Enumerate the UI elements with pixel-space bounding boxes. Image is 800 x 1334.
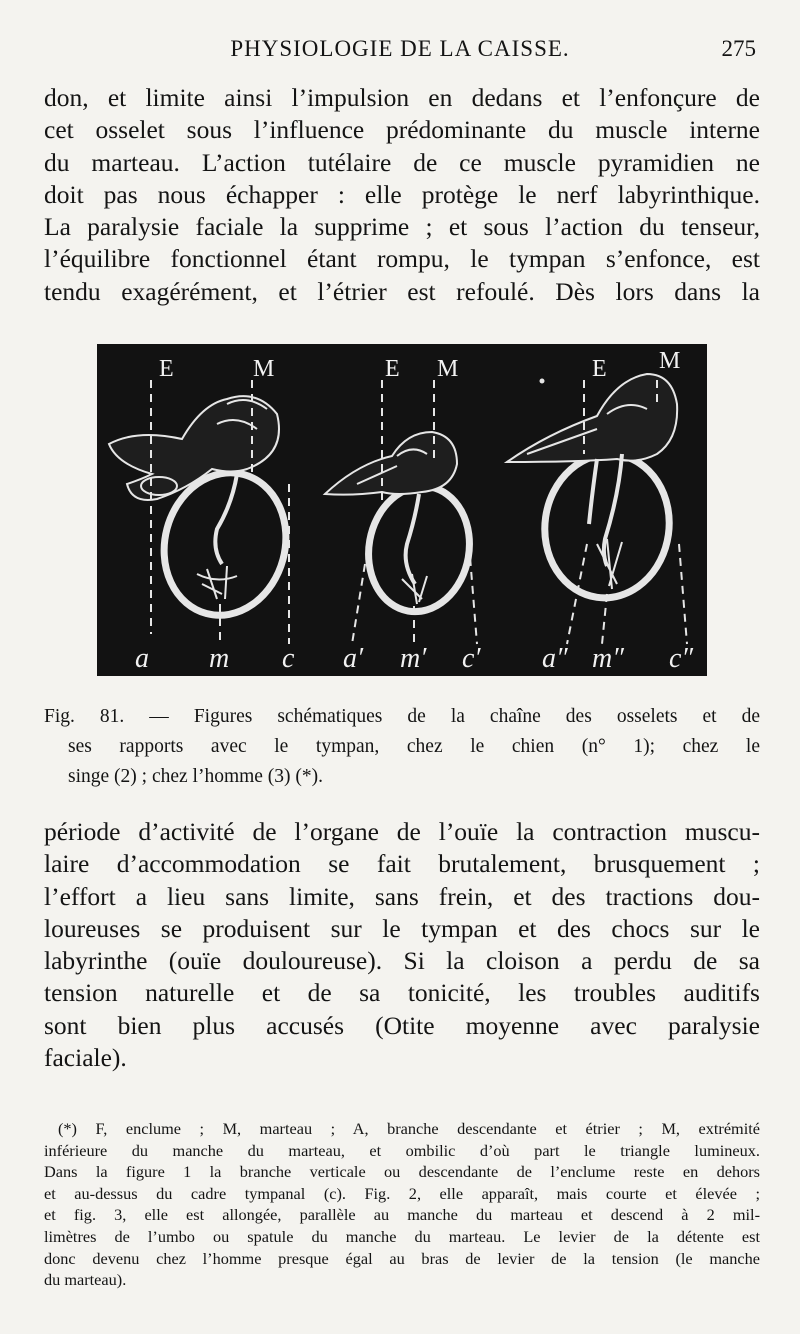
page-number: 275 (721, 36, 756, 61)
text-line: du marteau. L’action tutélaire de ce muscle pyramidien ne (44, 147, 760, 177)
figure-label-a-prime: a′ (343, 643, 364, 674)
caption-line: ses rapports avec le tympan, chez le chien (n° 1); chez le (68, 736, 760, 757)
page-header (44, 36, 756, 68)
figure-label-m2: M (437, 356, 459, 382)
figure-label-c-prime: c′ (462, 643, 481, 674)
figure-label-e1: E (159, 356, 174, 382)
text-line: laire d’accommodation se fait brutalement, brusquement ; (44, 849, 760, 879)
text-line: cet osselet sous l’influence prédominante du muscle interne (44, 115, 760, 145)
footnote (44, 1118, 760, 1291)
running-title: PHYSIOLOGIE DE LA CAISSE. (230, 36, 570, 61)
footnote-line: Dans la figure 1 la branche verticale ou descendante de l’enclume reste en dehors (44, 1162, 760, 1182)
footnote-line: inférieure du manche du marteau, et ombilic d’où part le triangle lumineux. (44, 1140, 760, 1160)
caption-line: singe (2) ; chez l’homme (3) (*). (68, 766, 324, 787)
footnote-line: et fig. 3, elle est allongée, parallèle au manche du marteau et descend à 2 mil- (44, 1205, 760, 1225)
text-line: période d’activité de l’organe de l’ouïe la contraction muscu- (44, 817, 760, 846)
text-line: doit pas nous échapper : elle protège le nerf labyrinthique. (44, 179, 760, 209)
figure-label-m-prime: m′ (400, 643, 427, 674)
footnote-line: et au-dessus du cadre tympanal (c). Fig. 2, elle apparaît, mais courte et élevée ; (44, 1183, 760, 1203)
paragraph-1 (44, 82, 760, 308)
figure-label-m-double-prime: m″ (592, 643, 624, 674)
figure-label-a-double-prime: a″ (542, 643, 568, 674)
figure-caption (44, 702, 760, 792)
caption-line: Fig. 81. — Figures schématiques de la chaîne des osselets et de (44, 706, 760, 727)
footnote-line: du marteau). (44, 1270, 127, 1290)
text-line: loureuses se produisent sur le tympan et des chocs sur le (44, 913, 760, 943)
footnote-line: donc devenu chez l’homme presque égal au bras de levier de la tension (le manche (44, 1248, 760, 1268)
text-line: tendu exagérément, et l’étrier est refoulé. Dès lors dans la (44, 276, 760, 306)
text-line: l’effort a lieu sans limite, sans frein, et des tractions dou- (44, 881, 760, 911)
text-line: La paralysie faciale la supprime ; et sous l’action du tenseur, (44, 212, 760, 242)
figure-label-m3: M (659, 348, 681, 374)
paragraph-2 (44, 816, 760, 1074)
figure-label-c: c (282, 643, 295, 674)
figure-label-m: m (209, 643, 230, 674)
figure-label-e2: E (385, 356, 400, 382)
figure-label-a: a (135, 643, 149, 674)
text-line: labyrinthe (ouïe douloureuse). Si la cloison a perdu de sa (44, 946, 760, 976)
figure-label-c-double-prime: c″ (669, 643, 694, 674)
text-line: don, et limite ainsi l’impulsion en dedans et l’enfonçure de (44, 83, 760, 112)
text-line: l’équilibre fonctionnel étant rompu, le tympan s’enfonce, est (44, 244, 760, 274)
text-line: faciale). (44, 1043, 127, 1073)
footnote-line: (*) F, enclume ; M, marteau ; A, branche descendante et étrier ; M, extrémité (58, 1119, 760, 1138)
figure-label-m1: M (253, 356, 275, 382)
footnote-line: limètres de l’umbo ou spatule du manche du marteau. Le levier de la détente est (44, 1226, 760, 1246)
ossicle-illustration (97, 344, 707, 676)
text-line: sont bien plus accusés (Otite moyenne avec paralysie (44, 1010, 760, 1040)
ossicle-figure (97, 344, 707, 676)
text-line: tension naturelle et de sa tonicité, les troubles auditifs (44, 978, 760, 1008)
figure-label-e3: E (592, 356, 607, 382)
